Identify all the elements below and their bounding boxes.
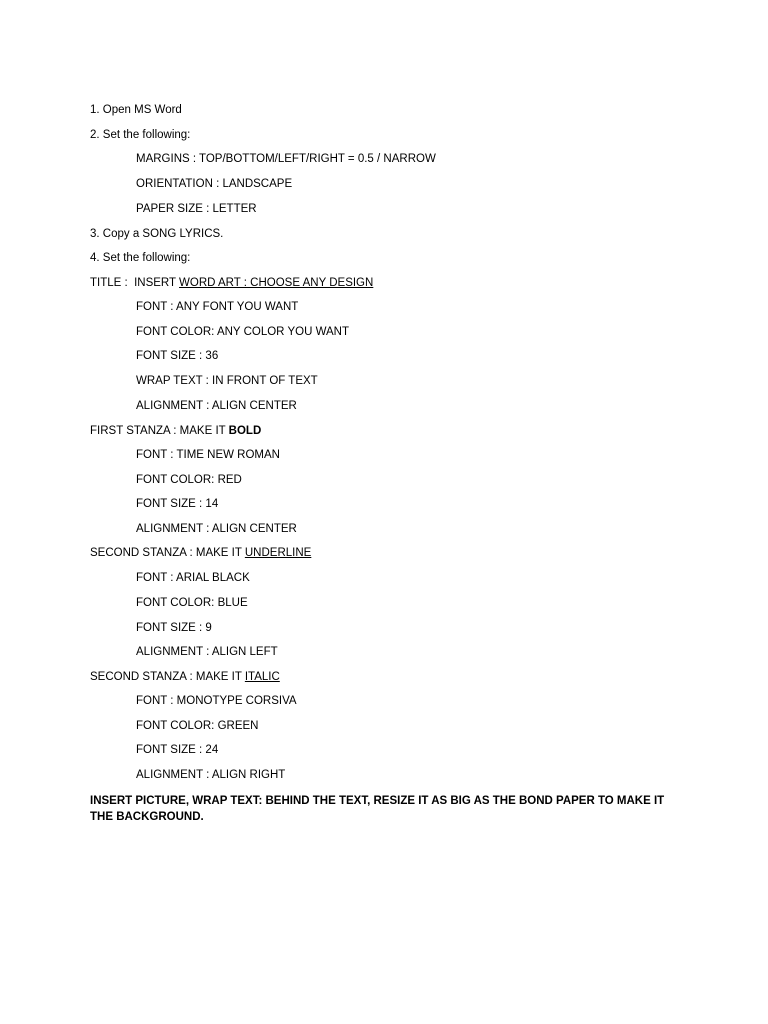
title-font-size: FONT SIZE : 36	[136, 350, 219, 362]
step-1: 1. Open MS Word	[90, 104, 182, 116]
title-prefix: TITLE : INSERT	[90, 277, 180, 289]
third-stanza-alignment: ALIGNMENT : ALIGN RIGHT	[136, 769, 286, 781]
third-stanza-prefix: SECOND STANZA : MAKE IT	[90, 671, 245, 683]
second-stanza-font-size: FONT SIZE : 9	[136, 622, 212, 634]
second-stanza-style: UNDERLINE	[244, 547, 312, 559]
first-stanza-style: BOLD	[228, 425, 262, 437]
first-stanza-font-color: FONT COLOR: RED	[136, 474, 242, 486]
orientation-line: ORIENTATION : LANDSCAPE	[136, 178, 293, 190]
third-stanza-font-color: FONT COLOR: GREEN	[136, 720, 259, 732]
first-stanza-heading	[90, 424, 261, 438]
paper-size-line: PAPER SIZE : LETTER	[136, 203, 257, 215]
insert-picture-instruction: INSERT PICTURE, WRAP TEXT: BEHIND THE TEXT, RESIZE IT AS BIG AS THE BOND PAPER TO MAKE IT THE BACKGROUND.	[90, 795, 665, 823]
margins-line: MARGINS : TOP/BOTTOM/LEFT/RIGHT = 0.5 / NARROW	[136, 153, 436, 165]
first-stanza-font: FONT : TIME NEW ROMAN	[136, 449, 280, 461]
second-stanza-prefix: SECOND STANZA : MAKE IT	[90, 547, 245, 559]
third-stanza-style: ITALIC	[244, 671, 280, 683]
title-font: FONT : ANY FONT YOU WANT	[136, 301, 299, 313]
step-3: 3. Copy a SONG LYRICS.	[90, 228, 224, 240]
step-4: 4. Set the following:	[90, 252, 191, 264]
title-alignment: ALIGNMENT : ALIGN CENTER	[136, 400, 297, 412]
title-word-art: WORD ART : CHOOSE ANY DESIGN	[179, 277, 374, 289]
second-stanza-heading	[90, 546, 311, 560]
first-stanza-prefix: FIRST STANZA : MAKE IT	[90, 425, 229, 437]
third-stanza-heading	[90, 670, 280, 684]
title-font-color: FONT COLOR: ANY COLOR YOU WANT	[136, 326, 349, 338]
second-stanza-alignment: ALIGNMENT : ALIGN LEFT	[136, 646, 278, 658]
second-stanza-font: FONT : ARIAL BLACK	[136, 572, 250, 584]
third-stanza-font: FONT : MONOTYPE CORSIVA	[136, 695, 297, 707]
second-stanza-font-color: FONT COLOR: BLUE	[136, 597, 248, 609]
title-heading	[90, 276, 373, 290]
first-stanza-font-size: FONT SIZE : 14	[136, 498, 219, 510]
step-2: 2. Set the following:	[90, 129, 191, 141]
first-stanza-alignment: ALIGNMENT : ALIGN CENTER	[136, 523, 297, 535]
third-stanza-font-size: FONT SIZE : 24	[136, 744, 219, 756]
title-wrap-text: WRAP TEXT : IN FRONT OF TEXT	[136, 375, 318, 387]
